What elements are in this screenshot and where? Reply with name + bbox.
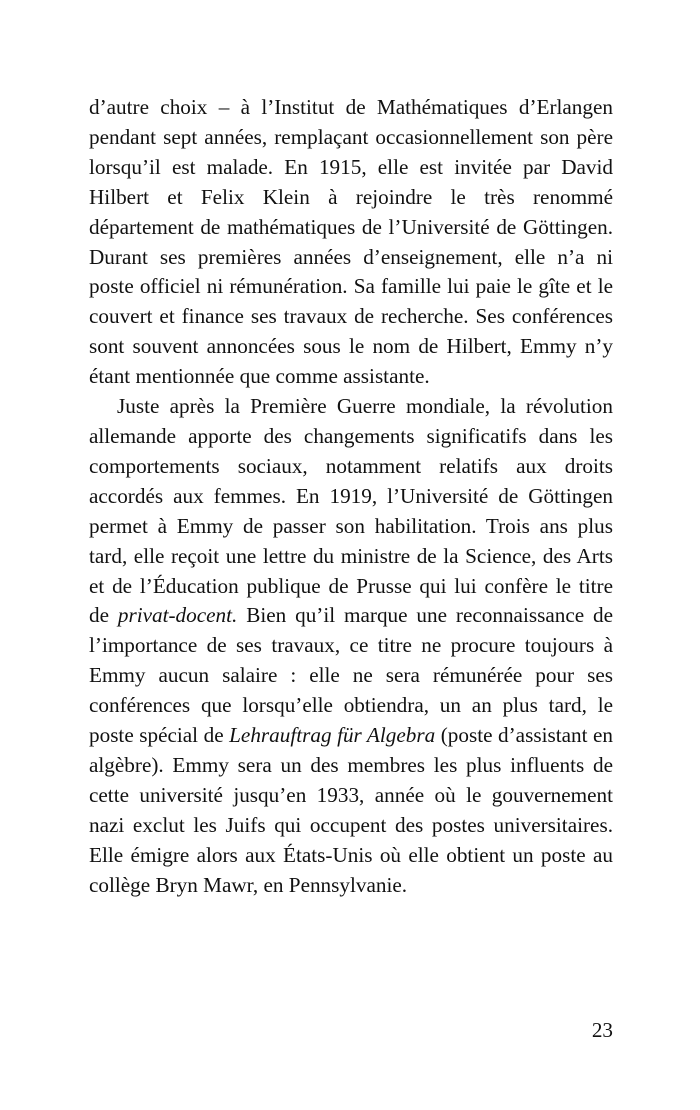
italic-term-privat-docent: privat-docent. [117, 603, 238, 628]
paragraph-1: d’autre choix – à l’Institut de Mathématiques d’Erlangen pendant sept années, remplaçant occasionnellement son père lorsqu’il est malade. En 1915, elle est invitée par David Hilbert et Felix Klein à rejoindre le très renommé département de mathématiques de l’Université de Göttingen. Durant ses premières années d’enseignement, elle n’a ni poste officiel ni rémunération. Sa famille lui paie le gîte et le couvert et finance ses travaux de recherche. Ses conférences sont souvent annoncées sous le nom de Hilbert, Emmy n’y étant mentionnée que comme assistante. [89, 95, 613, 389]
paragraph-2 [89, 392, 613, 900]
italic-term-lehrauftrag: Lehrauftrag für Algebra [229, 723, 436, 748]
page-body [89, 93, 613, 900]
paragraph-2-text-part-3: (poste d’assistant en algèbre). Emmy sera un des membres les plus influents de cette université jusqu’en 1933, année où le gouvernement nazi exclut les Juifs qui occupent des postes universitaires. Elle émigre alors aux États-Unis où elle obtient un poste au collège Bryn Mawr, en Pennsylvanie. [89, 723, 613, 897]
page-number: 23 [591, 1018, 613, 1042]
paragraph-2-text-part-2: Bien qu’il marque une reconnaissance de l’importance de ses travaux, ce titre ne procure toujours à Emmy aucun salaire : elle ne sera rémunérée pour ses conférences que lorsqu’elle obtiendra, un an plus tard, le poste spécial de [89, 603, 614, 748]
paragraph-2-text-part-1: Juste après la Première Guerre mondiale, la révolution allemande apporte des changements significatifs dans les comportements sociaux, notamment relatifs aux droits accordés aux femmes. En 1919, l’Université de Göttingen permet à Emmy de passer son habilitation. Trois ans plus tard, elle reçoit une lettre du ministre de la Science, des Arts et de l’Éducation publique de Prusse qui lui confère le titre de [89, 394, 613, 628]
